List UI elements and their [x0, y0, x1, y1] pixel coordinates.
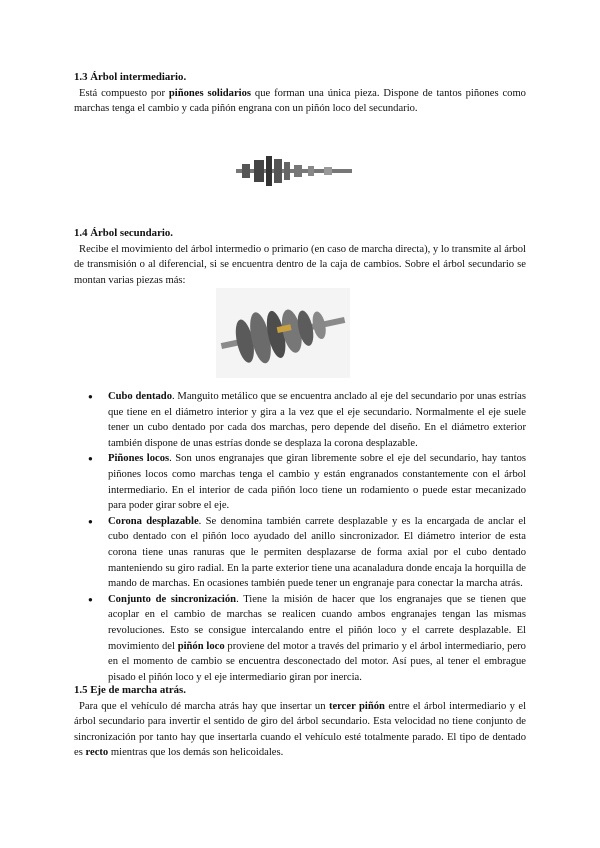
text-run: que forman una única pieza. Dispone de tantos piñones como marchas tenga el cambio y cada piñón engrana con un piñón loco del secundario.	[74, 87, 526, 115]
section-paragraph	[74, 86, 526, 117]
list-item-conjunto-sincronizacion	[74, 592, 526, 686]
section-arbol-intermediario	[74, 70, 526, 117]
list-item-cubo-dentado	[74, 389, 526, 451]
bold-term: piñones solidarios	[168, 87, 252, 99]
section-eje-marcha-atras	[74, 683, 526, 761]
intermediate-shaft-image	[236, 154, 352, 188]
bold-term: recto	[85, 747, 109, 759]
text-run: . Tiene la misión de hacer que los engranajes que se tienen que acoplar en el cambio de marchas se realicen cuando ambos engranajes tengan las mismas revoluciones. Esto se consigue intercalando entre el piñón loco y el carrete desplazable. El movimiento del	[108, 593, 526, 652]
list-item-corona-desplazable	[74, 514, 526, 592]
section-paragraph	[74, 242, 526, 289]
text-run: Para que el vehículo dé marcha atrás hay que insertar un	[79, 700, 329, 712]
section-arbol-secundario-intro	[74, 226, 526, 288]
text-run: mientras que los demás son helicoidales.	[108, 747, 284, 759]
section-heading: 1.3 Árbol intermediario.	[74, 71, 187, 83]
secondary-shaft-parts-list	[74, 389, 526, 685]
bold-term: piñón loco	[177, 640, 225, 652]
text-run: entre el árbol intermediario y el árbol secundario para invertir el sentido de giro del árbol secundario. Esta velocidad no tiene conjunto de sincronización por tanto hay que insertarla cuando el vehículo esté totalmente parado. El tipo de dentado es	[74, 700, 527, 759]
list-item-pinones-locos	[74, 451, 526, 513]
text-run: . Se denomina también carrete desplazable y es la encargada de anclar el cubo dentado con el piñón loco ayudado del anillo sincronizador. El diámetro interior de esta corona tiene unas ranuras que le permiten desplazarse de forma axial por el cubo dentado manteniendo su giro radial. En la parte exterior tiene una acanaladura donde encaja la horquilla de mando de marchas. En ocasiones también puede tener un engranaje para conectar la marcha atrás.	[108, 515, 526, 590]
bold-term: tercer piñón	[328, 700, 385, 712]
section-paragraph	[74, 699, 526, 761]
bold-term: Cubo dentado	[108, 391, 172, 402]
section-heading: 1.4 Árbol secundario.	[74, 227, 173, 239]
bold-term: Conjunto de sincronización	[108, 593, 237, 605]
bold-term: Piñones locos	[108, 453, 170, 465]
section-heading: 1.5 Eje de marcha atrás.	[74, 684, 186, 696]
text-run: proviene del motor a través del primario y el árbol intermediario, pero en el momento de cambio se encuentra desconectado del motor. Así pues, al tener el embrague pisado el piñón loco y el eje intermediario giran por inercia.	[108, 640, 526, 683]
text-run: Está compuesto por	[79, 87, 169, 99]
text-run: . Son unos engranajes que giran libremente sobre el eje del secundario, hay tantos piñones locos como marchas tenga el cambio y están engranados constantemente con el árbol intermediario. En el interior de cada piñón loco tiene un rodamiento o puede estar mecanizado para poder girar sobre el eje.	[108, 453, 526, 512]
bold-term: Corona desplazable	[108, 515, 199, 527]
text-run: Recibe el movimiento del árbol intermedio o primario (en caso de marcha directa), y lo transmite al árbol de transmisión o al diferencial, si se encuentra dentro de la caja de cambios. Sobre el árbol secundario se montan varias piezas más:	[74, 243, 526, 286]
text-run: . Manguito metálico que se encuentra anclado al eje del secundario por unas estrías que tiene en el diámetro interior y gira a la vez que el eje secundario. Normalmente el eje suele tener un cubo dentado por cada dos marchas, pero depende del diseño. En el diámetro exterior también dispone de unas estrías donde se desplaza la corona desplazable.	[108, 391, 526, 449]
secondary-shaft-image	[216, 288, 350, 378]
